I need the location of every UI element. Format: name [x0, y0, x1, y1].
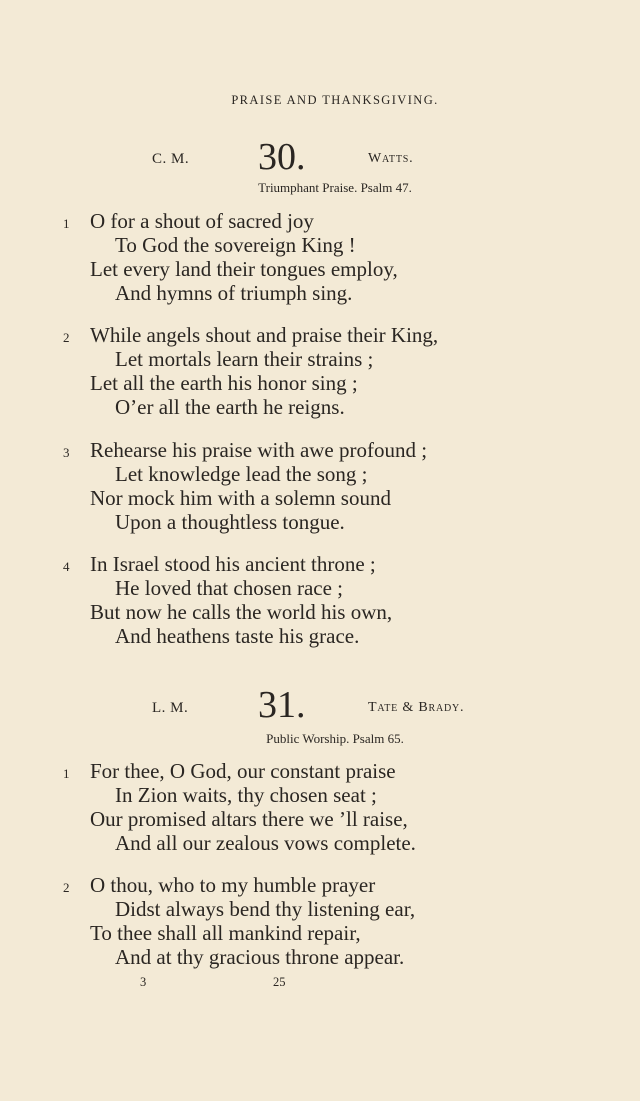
verse-line: And all our zealous vows complete.: [115, 831, 416, 855]
verse-line: In Zion waits, thy chosen seat ;: [115, 783, 377, 807]
verse-line: O for a shout of sacred joy: [90, 209, 314, 233]
verse-line: O thou, who to my humble prayer: [90, 873, 376, 897]
stanza-number: 3: [63, 445, 70, 460]
hymn-30-subtitle: Triumphant Praise. Psalm 47.: [258, 180, 412, 195]
verse-line: Let knowledge lead the song ;: [115, 462, 368, 486]
stanza-number: 2: [63, 880, 70, 895]
hymn-author: Watts.: [368, 151, 414, 166]
verse-line: Let mortals learn their strains ;: [115, 347, 374, 371]
hymn-number: 30.: [258, 136, 306, 178]
verse-line: He loved that chosen race ;: [115, 576, 343, 600]
verse-line: Let all the earth his honor sing ;: [90, 371, 358, 395]
verse-line: And heathens taste his grace.: [115, 624, 360, 648]
verse-line: But now he calls the world his own,: [90, 600, 393, 624]
hymn-meter: C. M.: [152, 151, 190, 167]
verse-line: Our promised altars there we ’ll raise,: [90, 807, 408, 831]
verse-line: Rehearse his praise with awe profound ;: [90, 438, 428, 462]
running-head: PRAISE AND THANKSGIVING.: [231, 93, 439, 107]
page-number: 25: [273, 975, 286, 989]
stanza-number: 2: [63, 330, 70, 345]
hymn-number: 31.: [258, 684, 306, 726]
verse-line: Let every land their tongues employ,: [90, 257, 398, 281]
verse-line: And at thy gracious throne appear.: [115, 945, 405, 969]
verse-line: O’er all the earth he reigns.: [115, 395, 345, 419]
signature-mark: 3: [140, 975, 147, 989]
verse-line: Nor mock him with a solemn sound: [90, 486, 391, 510]
stanza-number: 1: [63, 766, 70, 781]
verse-line: To God the sovereign King !: [115, 233, 356, 257]
verse-line: In Israel stood his ancient throne ;: [90, 552, 376, 576]
verse-line: For thee, O God, our constant praise: [90, 759, 396, 783]
hymn-30-header: [0, 138, 640, 178]
hymn-31-subtitle: Public Worship. Psalm 65.: [266, 731, 404, 746]
verse-line: Didst always bend thy listening ear,: [115, 897, 416, 921]
hymn-31-header: [0, 686, 640, 726]
stanza-number: 4: [63, 559, 70, 574]
verse-line: Upon a thoughtless tongue.: [115, 510, 345, 534]
verse-line: To thee shall all mankind repair,: [90, 921, 361, 945]
hymn-meter: L. M.: [152, 700, 189, 716]
hymn-author: Tate & Brady.: [368, 700, 465, 715]
verse-line: And hymns of triumph sing.: [115, 281, 353, 305]
stanza-number: 1: [63, 216, 70, 231]
verse-line: While angels shout and praise their King,: [90, 323, 439, 347]
